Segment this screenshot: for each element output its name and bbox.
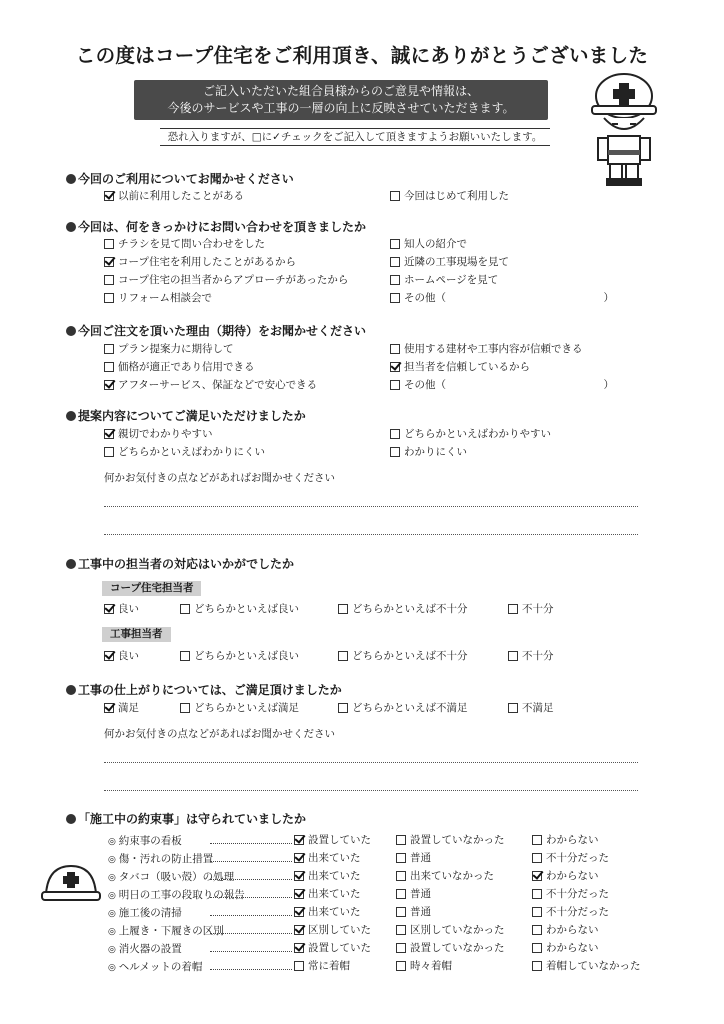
promise-option[interactable]: 設置していなかった <box>396 833 505 847</box>
promise-option[interactable]: 出来ていなかった <box>396 869 494 883</box>
promise-option[interactable]: 区別していなかった <box>396 923 505 937</box>
promise-option[interactable]: わからない <box>532 923 599 937</box>
promise-item-label: ◎ 消火器の設置 <box>108 943 182 955</box>
promise-option[interactable]: 時々着帽 <box>396 959 452 973</box>
leader-line <box>210 915 292 916</box>
leader-line <box>210 969 292 970</box>
checkbox-icon[interactable] <box>104 344 114 354</box>
promise-item-label: ◎ ヘルメットの着帽 <box>108 961 203 973</box>
checkbox-icon[interactable] <box>396 907 406 917</box>
leader-line <box>210 933 292 934</box>
q5a-option-4[interactable]: 不十分 <box>508 602 554 616</box>
promise-option[interactable]: 不十分だった <box>532 905 609 919</box>
q5b-option-1[interactable]: 良い <box>104 649 139 663</box>
checkbox-icon[interactable] <box>390 275 400 285</box>
checkbox-checked-icon[interactable] <box>294 907 304 917</box>
checkbox-icon[interactable] <box>390 447 400 457</box>
checkbox-icon[interactable] <box>396 853 406 863</box>
checkbox-checked-icon[interactable] <box>390 362 400 372</box>
checkbox-icon[interactable] <box>532 853 542 863</box>
checkbox-icon[interactable] <box>390 429 400 439</box>
q6-option-4[interactable]: 不満足 <box>508 701 554 715</box>
checkbox-icon[interactable] <box>390 380 400 390</box>
checkbox-icon[interactable] <box>338 703 348 713</box>
q3-option-5[interactable]: 担当者を信頼しているから <box>390 360 530 374</box>
checkbox-checked-icon[interactable] <box>294 889 304 899</box>
checkbox-checked-icon[interactable] <box>104 191 114 201</box>
checkbox-icon[interactable] <box>104 362 114 372</box>
checkbox-checked-icon[interactable] <box>294 871 304 881</box>
leader-line <box>210 861 292 862</box>
bullet-icon: ◎ <box>108 927 119 937</box>
comment-line[interactable] <box>104 762 638 763</box>
checkbox-checked-icon[interactable] <box>532 871 542 881</box>
question-2: 今回は、何をきっかけにお問い合わせを頂きましたか <box>66 218 366 235</box>
bullet-icon: ◎ <box>108 945 119 955</box>
checkbox-icon[interactable] <box>390 239 400 249</box>
checkbox-checked-icon[interactable] <box>104 604 114 614</box>
question-6: 工事の仕上がりについては、ご満足頂けましたか <box>66 681 342 698</box>
q2-option-1[interactable]: チラシを見て問い合わせをした <box>104 237 265 251</box>
checkbox-icon[interactable] <box>532 943 542 953</box>
checkbox-icon[interactable] <box>338 651 348 661</box>
helmet-icon <box>40 862 102 906</box>
banner-line-1: ご記入いただいた組合員様からのご意見や情報は、 <box>202 84 479 98</box>
q6-option-2[interactable]: どちらかといえば満足 <box>180 701 299 715</box>
q3-option-4[interactable]: 使用する建材や工事内容が信頼できる <box>390 342 583 356</box>
promise-option[interactable]: わからない <box>532 833 599 847</box>
q2-option-7[interactable]: ホームページを見て <box>390 273 498 287</box>
checkbox-icon[interactable] <box>532 907 542 917</box>
promise-option[interactable]: 出来ていた <box>294 905 361 919</box>
bullet-icon: ◎ <box>108 855 119 865</box>
leader-line <box>210 951 292 952</box>
page-title: この度はコープ住宅をご利用頂き、誠にありがとうございました <box>75 44 649 67</box>
q3-option-6[interactable]: その他（ ） <box>390 378 614 392</box>
q4-comment-prompt: 何かお気付きの点などがあればお聞かせください <box>104 472 335 484</box>
checkbox-checked-icon[interactable] <box>104 429 114 439</box>
q2-option-8[interactable]: その他（ ） <box>390 291 614 305</box>
q2-option-5[interactable]: 知人の紹介で <box>390 237 467 251</box>
checkbox-checked-icon[interactable] <box>294 853 304 863</box>
checkbox-icon[interactable] <box>532 889 542 899</box>
checkbox-icon[interactable] <box>390 344 400 354</box>
checkbox-icon[interactable] <box>396 925 406 935</box>
bullet-icon: ◎ <box>108 891 119 901</box>
checkbox-checked-icon[interactable] <box>104 380 114 390</box>
checkbox-icon[interactable] <box>532 925 542 935</box>
bullet-icon: ◎ <box>108 909 119 919</box>
bullet-icon: ◎ <box>108 963 119 973</box>
tag-construction-staff: 工事担当者 <box>102 627 171 642</box>
checkbox-icon[interactable] <box>396 943 406 953</box>
promise-item-label: ◎ タバコ（吸い殻）の処理 <box>108 871 235 883</box>
question-4: 提案内容についてご満足いただけましたか <box>66 407 306 424</box>
checkbox-icon[interactable] <box>508 703 518 713</box>
q5b-option-4[interactable]: 不十分 <box>508 649 554 663</box>
promise-option[interactable]: 区別していた <box>294 923 371 937</box>
checkbox-icon[interactable] <box>180 604 190 614</box>
checkbox-icon[interactable] <box>338 604 348 614</box>
promise-option[interactable]: 設置していた <box>294 833 371 847</box>
bullet-icon <box>66 559 76 569</box>
checkbox-checked-icon[interactable] <box>294 943 304 953</box>
checkbox-icon[interactable] <box>390 293 400 303</box>
checkbox-icon[interactable] <box>532 835 542 845</box>
q1-option-1[interactable]: 以前に利用したことがある <box>104 189 244 203</box>
checkbox-icon[interactable] <box>390 257 400 267</box>
checkbox-icon[interactable] <box>396 961 406 971</box>
instruction-note: 恐れ入りますが、□に✓チェックをご記入して頂きますようお願いいたします。 <box>160 128 550 146</box>
bullet-icon <box>66 222 76 232</box>
question-3: 今回ご注文を頂いた理由（期待）をお聞かせください <box>66 322 366 339</box>
checkbox-icon[interactable] <box>180 703 190 713</box>
promise-option[interactable]: わからない <box>532 941 599 955</box>
checkbox-checked-icon[interactable] <box>104 703 114 713</box>
q3-option-1[interactable]: プラン提案力に期待して <box>104 342 234 356</box>
promise-option[interactable]: 出来ていた <box>294 869 361 883</box>
q4-option-3[interactable]: どちらかといえばわかりやすい <box>390 427 551 441</box>
checkbox-icon[interactable] <box>396 889 406 899</box>
q4-option-4[interactable]: わかりにくい <box>390 445 467 459</box>
tag-coop-staff: コープ住宅担当者 <box>102 581 201 596</box>
q6-option-3[interactable]: どちらかといえば不満足 <box>338 701 468 715</box>
q2-option-2[interactable]: コープ住宅を利用したことがあるから <box>104 255 296 269</box>
bullet-icon: ◎ <box>108 837 119 847</box>
promise-option[interactable]: わからない <box>532 869 599 883</box>
promise-option[interactable]: 普通 <box>396 905 431 919</box>
promise-item-label: ◎ 傷・汚れの防止措置 <box>108 853 214 865</box>
comment-line[interactable] <box>104 790 638 791</box>
comment-line[interactable] <box>104 534 638 535</box>
checkbox-checked-icon[interactable] <box>294 925 304 935</box>
q5b-option-2[interactable]: どちらかといえば良い <box>180 649 299 663</box>
promise-option[interactable]: 不十分だった <box>532 887 609 901</box>
checkbox-checked-icon[interactable] <box>294 835 304 845</box>
checkbox-checked-icon[interactable] <box>104 257 114 267</box>
comment-line[interactable] <box>104 506 638 507</box>
q6-option-1[interactable]: 満足 <box>104 701 139 715</box>
checkbox-icon[interactable] <box>508 651 518 661</box>
bullet-icon <box>66 411 76 421</box>
checkbox-icon[interactable] <box>180 651 190 661</box>
checkbox-icon[interactable] <box>294 961 304 971</box>
promise-option[interactable]: 設置していた <box>294 941 371 955</box>
promise-option[interactable]: 普通 <box>396 887 431 901</box>
banner-line-2: 今後のサービスや工事の一層の向上に反映させていただきます。 <box>167 101 515 115</box>
promise-item-label: ◎ 約束事の看板 <box>108 835 182 847</box>
checkbox-icon[interactable] <box>104 239 114 249</box>
question-7: 「施工中の約束事」は守られていましたか <box>66 810 306 827</box>
q2-option-6[interactable]: 近隣の工事現場を見て <box>390 255 509 269</box>
q3-option-2[interactable]: 価格が適正であり信用できる <box>104 360 255 374</box>
checkbox-icon[interactable] <box>390 191 400 201</box>
q2-option-4[interactable]: リフォーム相談会で <box>104 291 212 305</box>
promise-item-label: ◎ 上履き・下履きの区別 <box>108 925 224 937</box>
checkbox-icon[interactable] <box>104 447 114 457</box>
q4-option-2[interactable]: どちらかといえばわかりにくい <box>104 445 265 459</box>
intro-banner <box>134 80 548 120</box>
checkbox-icon[interactable] <box>104 275 114 285</box>
q5b-option-3[interactable]: どちらかといえば不十分 <box>338 649 468 663</box>
q1-option-2[interactable]: 今回はじめて利用した <box>390 189 509 203</box>
promise-item-label: ◎ 明日の工事の段取りの報告 <box>108 889 245 901</box>
bullet-icon <box>66 814 76 824</box>
question-5: 工事中の担当者の対応はいかがでしたか <box>66 555 294 572</box>
leader-line <box>210 843 292 844</box>
checkbox-icon[interactable] <box>396 835 406 845</box>
promise-option[interactable]: 設置していなかった <box>396 941 505 955</box>
promise-option[interactable]: 不十分だった <box>532 851 609 865</box>
q4-option-1[interactable]: 親切でわかりやすい <box>104 427 213 441</box>
checkbox-icon[interactable] <box>104 293 114 303</box>
bullet-icon <box>66 174 76 184</box>
q3-option-3[interactable]: アフターサービス、保証などで安心できる <box>104 378 317 392</box>
checkbox-icon[interactable] <box>396 871 406 881</box>
promise-option[interactable]: 出来ていた <box>294 887 361 901</box>
leader-line <box>210 897 292 898</box>
question-1: 今回のご利用についてお聞かせください <box>66 170 294 187</box>
checkbox-icon[interactable] <box>508 604 518 614</box>
promise-option[interactable]: 普通 <box>396 851 431 865</box>
bullet-icon: ◎ <box>108 873 119 883</box>
bullet-icon <box>66 685 76 695</box>
promise-item-label: ◎ 施工後の清掃 <box>108 907 182 919</box>
worker-mascot-icon <box>584 66 664 188</box>
checkbox-icon[interactable] <box>532 961 542 971</box>
bullet-icon <box>66 326 76 336</box>
checkbox-checked-icon[interactable] <box>104 651 114 661</box>
q5a-option-2[interactable]: どちらかといえば良い <box>180 602 299 616</box>
q2-option-3[interactable]: コープ住宅の担当者からアプローチがあったから <box>104 273 348 287</box>
promise-option[interactable]: 出来ていた <box>294 851 361 865</box>
q5a-option-1[interactable]: 良い <box>104 602 139 616</box>
q6-comment-prompt: 何かお気付きの点などがあればお聞かせください <box>104 728 335 740</box>
leader-line <box>210 879 292 880</box>
q5a-option-3[interactable]: どちらかといえば不十分 <box>338 602 468 616</box>
promise-option[interactable]: 常に着帽 <box>294 959 350 973</box>
promise-option[interactable]: 着帽していなかった <box>532 959 641 973</box>
